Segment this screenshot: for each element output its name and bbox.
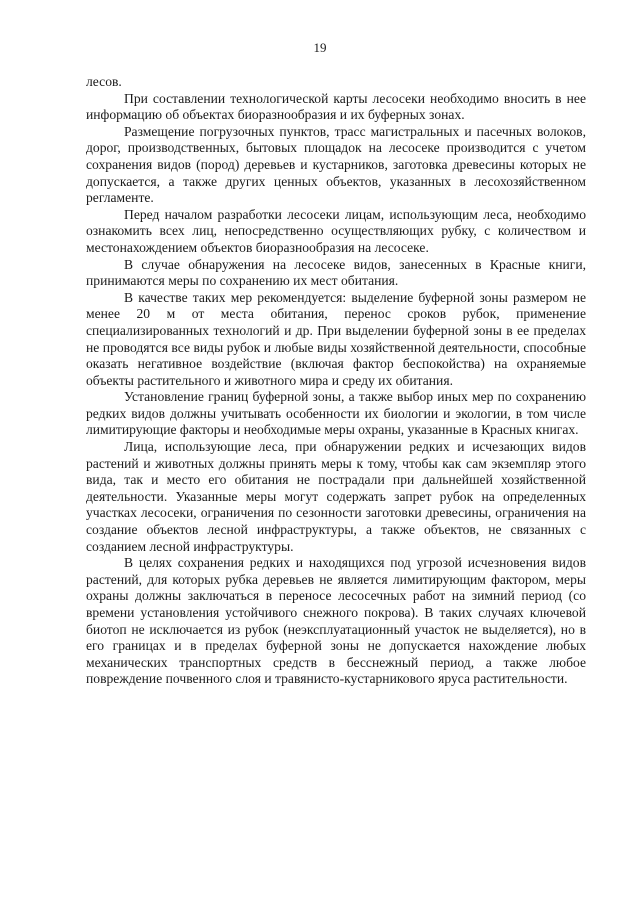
page-number: 19 [313,40,327,55]
paragraph-familiarization: Перед началом разработки лесосеки лицам, использующим леса, необходимо ознакомить всех лиц, непосредственно осуществляющих рубку, с количеством и местонахождением объектов биоразнообразия на лесосеке. [86,206,586,255]
paragraph-winter-logging: В целях сохранения редких и находящихся под угрозой исчезновения видов растений, для которых рубка деревьев не является лимитирующим фактором, меры охраны должны заключаться в переносе лесосечных работ на зимний период (со времени установления устойчивого снежного покрова). В таких случаях ключевой биотоп не исключается из рубок (неэксплуатационный участок не выделяется), но в его границах и в пределах буферной зоны не допускается нахождение любых механических транспортных средств в бесснежный период, а также любое повреждение почвенного слоя и травянисто-кустарникового яруса растительности. [86,555,586,687]
paragraph-buffer-zone: В качестве таких мер рекомендуется: выделение буферной зоны размером не менее 20 м от места обитания, перенос сроков рубок, применение специализированных технологий и др. При выделении буферной зоны в ее пределах не проводятся все виды рубок и любые виды хозяйственной деятельности, способные оказать негативное воздействие (включая фактор беспокойства) на охраняемые объекты растительного и животного мира и среду их обитания. [86,289,586,388]
paragraph-boundaries: Установление границ буферной зоны, а также выбор иных мер по сохранению редких видов должны учитывать особенности их биологии и экологии, в том числе лимитирующие факторы и необходимые меры охраны, указанные в Красных книгах. [86,389,586,438]
document-body [86,74,586,688]
paragraph-placement: Размещение погрузочных пунктов, трасс магистральных и пасечных волоков, дорог, производственных, бытовых площадок на лесосеке производится с учетом сохранения видов (пород) деревьев и кустарников, заготовка древесины которых не допускается, а также других ценных объектов, указанных в лесохозяйственном регламенте. [86,123,586,206]
paragraph-red-book: В случае обнаружения на лесосеке видов, занесенных в Красные книги, принимаются меры по сохранению их мест обитания. [86,256,586,289]
paragraph-rare-species: Лица, использующие леса, при обнаружении редких и исчезающих видов растений и животных должны принять меры к тому, чтобы как сам экземпляр этого вида, так и место его обитания не пострадали при дальнейшей хозяйственной деятельности. Указанные меры могут содержать запрет рубок на определенных участках лесосеки, ограничения по сезонности заготовки древесины, ограничения на создание объектов лесной инфраструктуры, а также объектов, не связанных с созданием лесной инфраструктуры. [86,439,586,554]
paragraph-continuation: лесов. [86,74,122,89]
paragraph-tech-map: При составлении технологической карты лесосеки необходимо вносить в нее информацию об объектах биоразнообразия и их буферных зонах. [86,90,586,123]
